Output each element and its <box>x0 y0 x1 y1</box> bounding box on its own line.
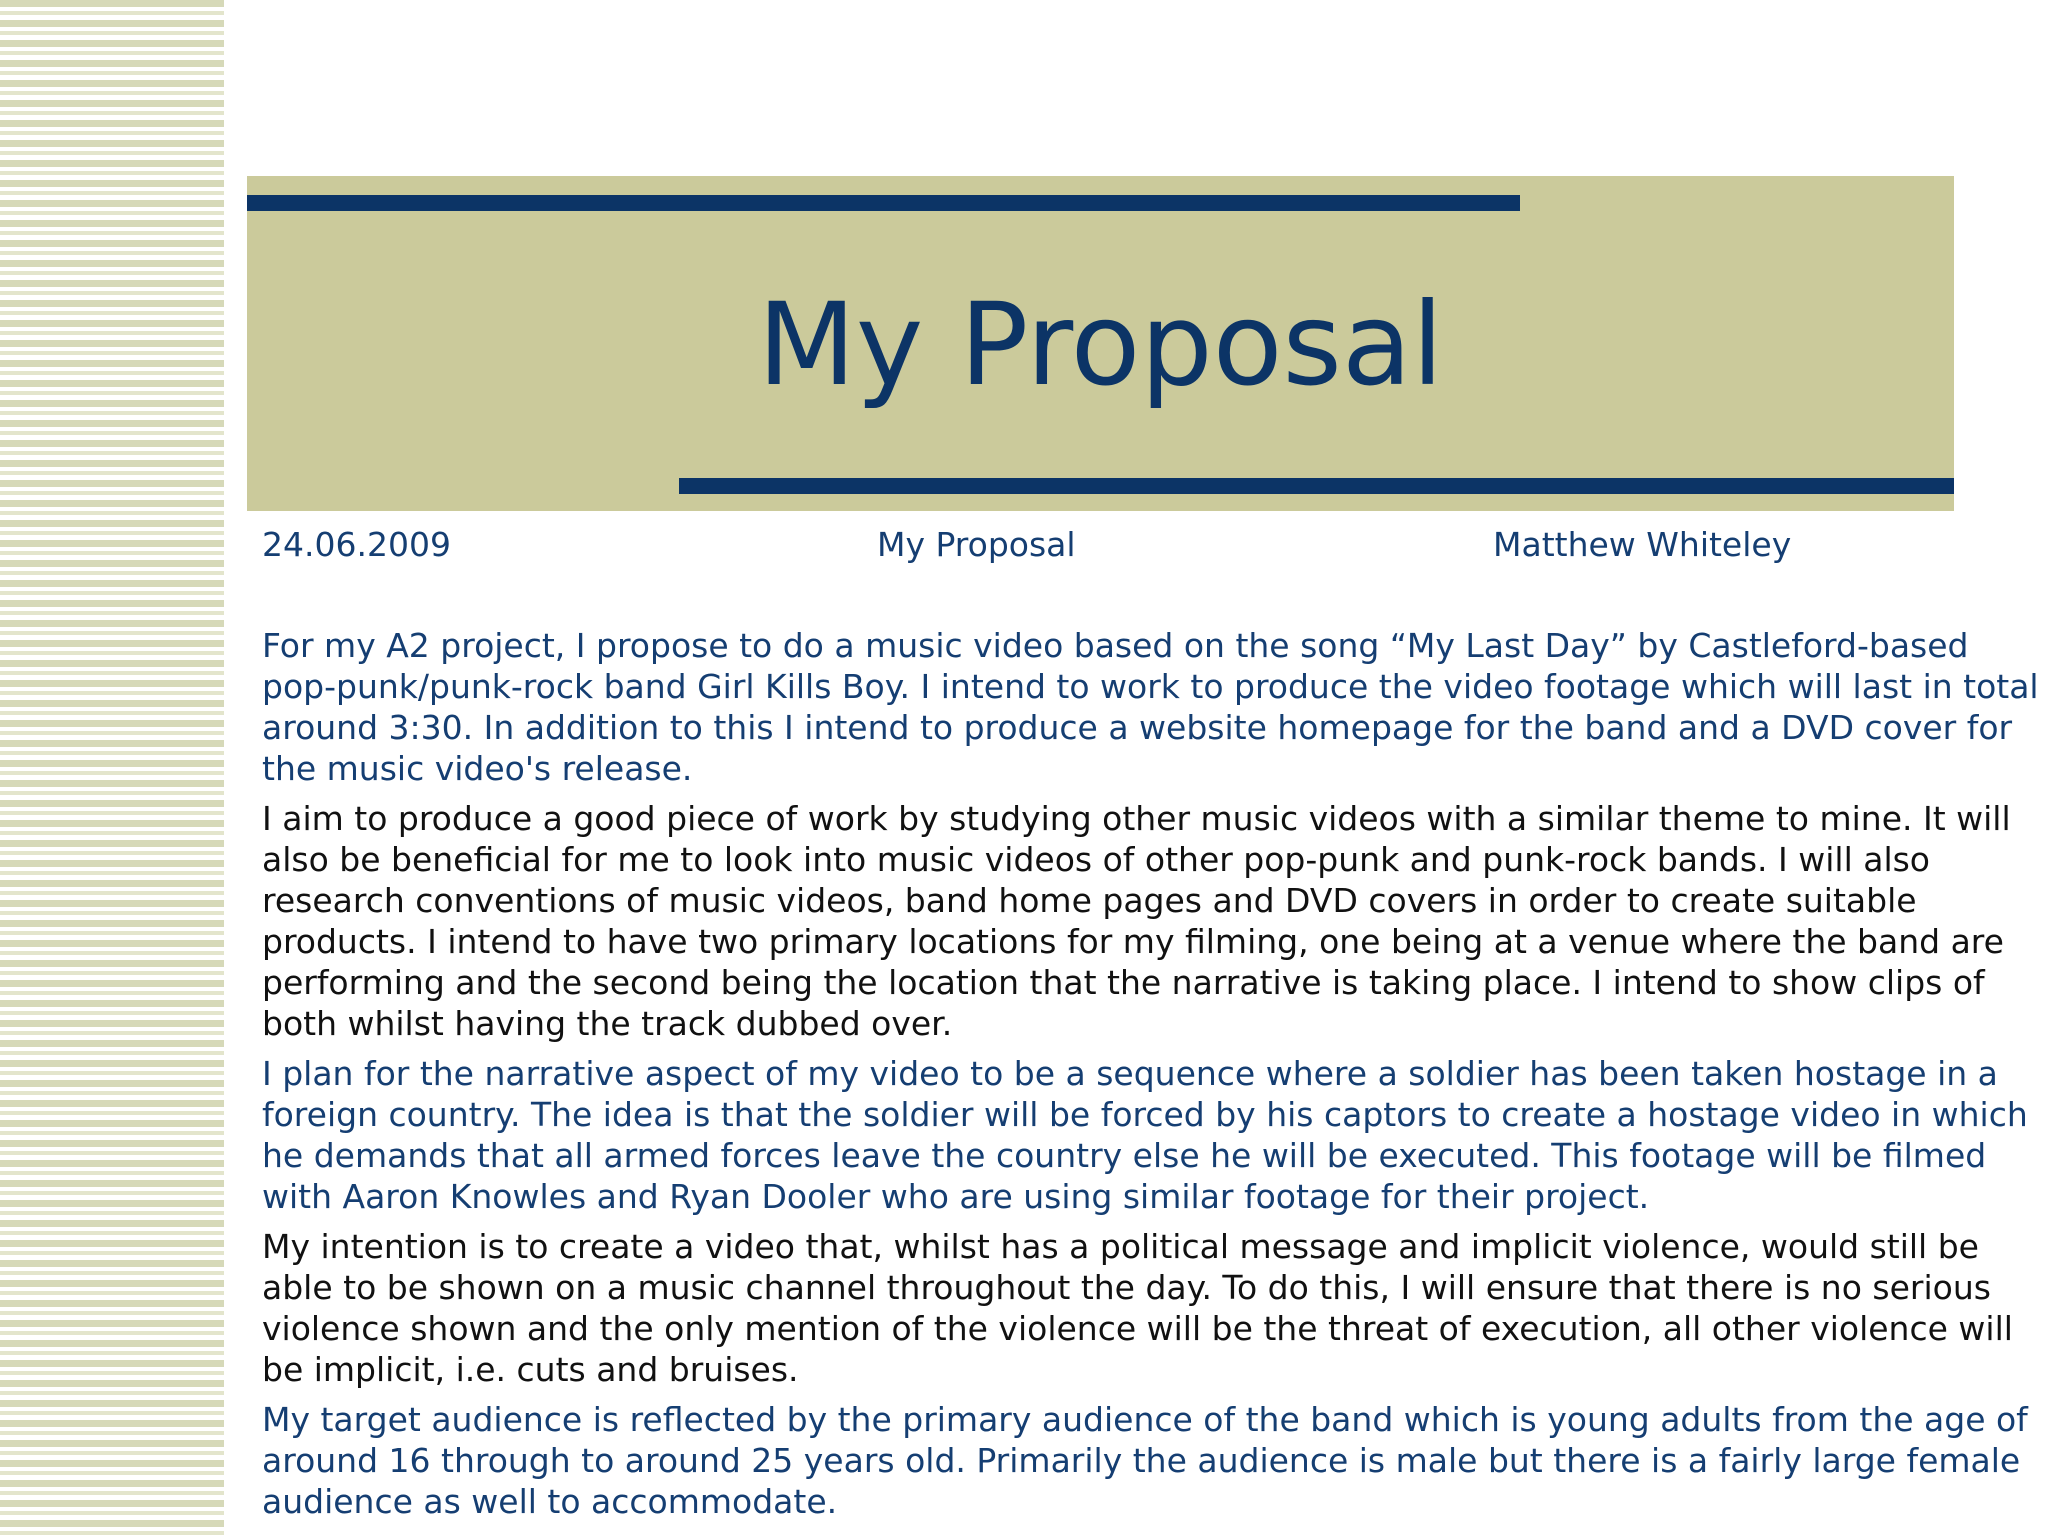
page-title: My Proposal <box>757 278 1444 411</box>
footer-center-title: My Proposal <box>877 525 1076 564</box>
decorative-stripes <box>0 0 224 1536</box>
paragraph-narrative: I plan for the narrative aspect of my video to be a sequence where a soldier has been taken hostage in a foreign country. The idea is that the soldier will be forced by his captors to create a hostage video in which he demands that all armed forces leave the country else he will be executed. This footage will be filmed with Aaron Knowles and Ryan Dooler who are using similar footage for their project. <box>262 1054 2028 1216</box>
paragraph-project-overview: For my A2 project, I propose to do a music video based on the song “My Last Day” by Castleford-based pop-punk/punk-rock band Girl Kills Boy. I intend to work to produce the video footage which will last in total around 3:30. In addition to this I intend to produce a website homepage for the band and a DVD cover for the music video's release. <box>262 626 2039 788</box>
title-bar-top <box>247 195 1520 211</box>
title-bar-bottom <box>679 478 1954 494</box>
paragraph-research-plan: I aim to produce a good piece of work by studying other music videos with a similar theme to mine. It will also be beneficial for me to look into music videos of other pop-punk and punk-rock bands. I will also research conventions of music videos, band home pages and DVD covers in order to create suitable products. I intend to have two primary locations for my filming, one being at a venue where the band are performing and the second being the location that the narrative is taking place. I intend to show clips of both whilst having the track dubbed over. <box>262 799 2011 1043</box>
paragraph-violence-intention: My intention is to create a video that, whilst has a political message and implicit violence, would still be able to be shown on a music channel throughout the day. To do this, I will ensure that there is no serious violence shown and the only mention of the violence will be the threat of execution, all other violence will be implicit, i.e. cuts and bruises. <box>262 1227 2013 1389</box>
slide-body <box>262 625 2042 1531</box>
footer-date: 24.06.2009 <box>262 525 451 564</box>
footer-author: Matthew Whiteley <box>1493 525 1792 564</box>
paragraph-target-audience: My target audience is reflected by the primary audience of the band which is young adults from the age of around 16 through to around 25 years old. Primarily the audience is male but there is a fairly large female audience as well to accommodate. <box>262 1400 2028 1521</box>
